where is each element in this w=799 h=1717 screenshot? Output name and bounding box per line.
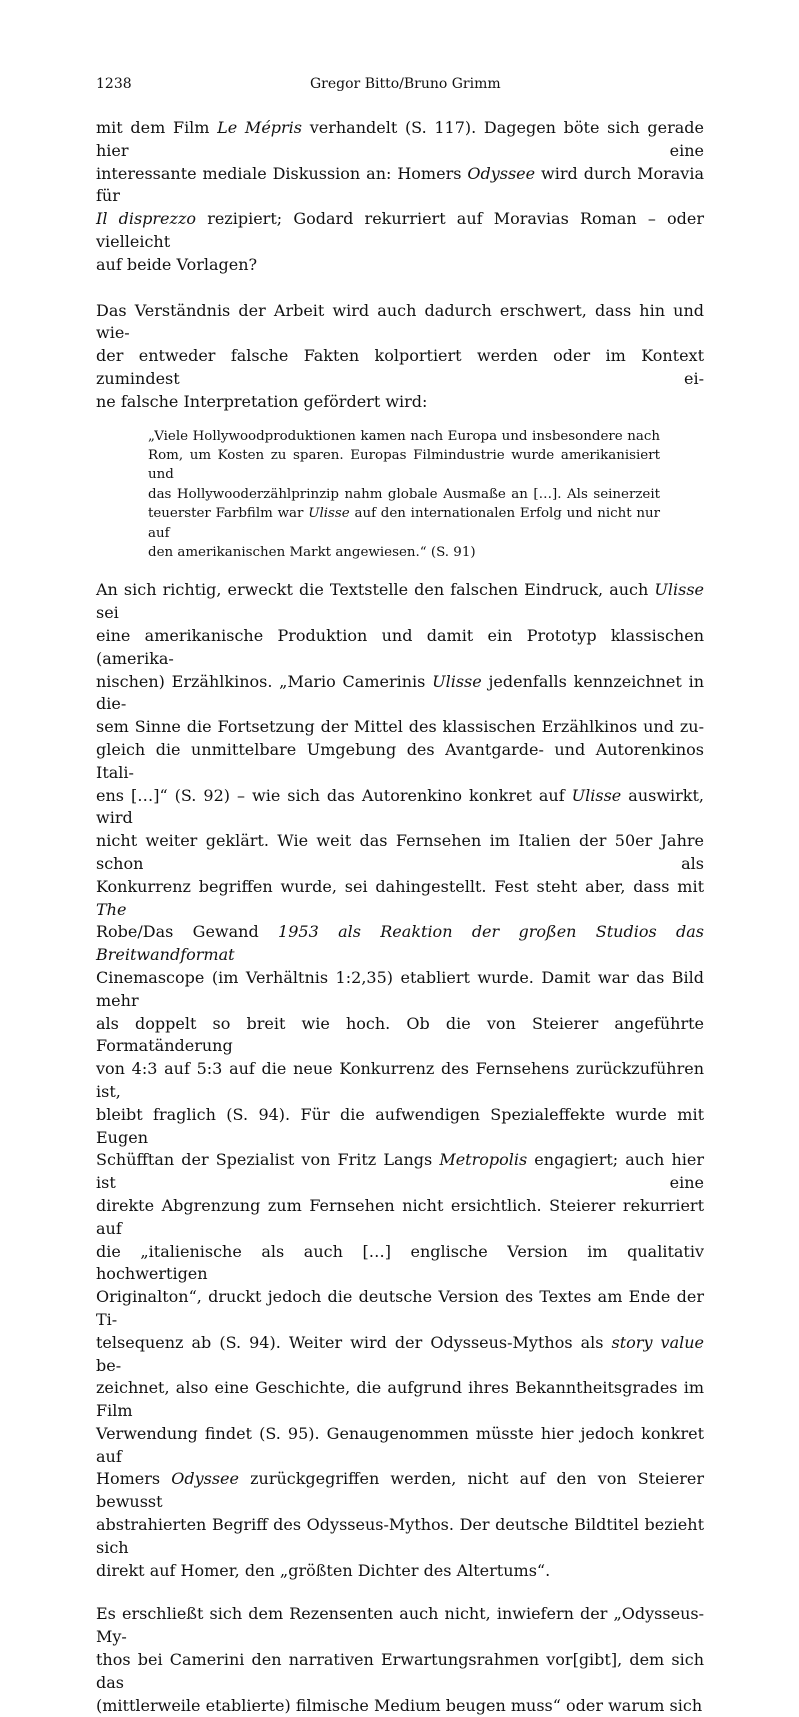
text-line: ens […]“ (S. 92) – wie sich das Autorenkino konkret auf Ulisse auswirkt, wird (96, 785, 704, 828)
text-line: „Viele Hollywoodproduktionen kamen nach Europa und insbesondere nach (148, 428, 660, 444)
text-line: direkt auf Homer, den „größten Dichter des Altertums“. (96, 1560, 551, 1580)
text-line: gleich die unmittelbare Umgebung des Avantgarde- und Autorenkinos Itali- (96, 739, 704, 782)
text-line: nicht weiter geklärt. Wie weit das Fernsehen im Italien der 50er Jahre schon als (96, 831, 704, 873)
page-number: 1238 (96, 76, 132, 92)
italic-title: 1953 als Reaktion der großen Studios das Breitwandformat (96, 922, 705, 965)
text-line: bleibt fraglich (S. 94). Für die aufwendigen Spezialeffekte wurde mit Eugen (96, 1104, 704, 1147)
italic-title: Ulisse (571, 785, 622, 805)
block-quote (148, 427, 660, 563)
italic-title: Le Mépris (217, 118, 303, 137)
text-line: teuerster Farbfilm war Ulisse auf den internationalen Erfolg und nicht nur auf (148, 506, 661, 541)
text-line: An sich richtig, erweckt die Textstelle den falschen Eindruck, auch Ulisse sei (96, 580, 704, 623)
text-line: Originalton“, druckt jedoch die deutsche Version des Textes am Ende der Ti- (96, 1287, 704, 1329)
paragraph-2 (96, 300, 704, 414)
italic-title: Il disprezzo (96, 209, 197, 229)
text-line: mit dem Film Le Mépris verhandelt (S. 117). Dagegen böte sich gerade hier eine (96, 118, 705, 160)
text-line: Cinemascope (im Verhältnis 1:2,35) etabliert wurde. Damit war das Bild mehr (96, 967, 704, 1010)
text-line: Il disprezzo rezipiert; Godard rekurriert auf Moravias Roman – oder vielleicht (96, 209, 705, 251)
text-line: telsequenz ab (S. 94). Weiter wird der Odysseus-Mythos als story value be- (96, 1332, 704, 1375)
text-line: (mittlerweile etablierte) filmische Medium beugen muss“ oder warum sich (96, 1695, 703, 1715)
text-line: die „italienische als auch […] englische Version im qualitativ hochwertigen (96, 1241, 704, 1284)
text-line: Es erschließt sich dem Rezensenten auch nicht, inwiefern der „Odysseus-My- (96, 1604, 704, 1647)
italic-title: Ulisse (654, 580, 704, 600)
text-line: sem Sinne die Fortsetzung der Mittel des klassischen Erzählkinos und zu- (96, 717, 704, 737)
text-line: das Hollywooderzählprinzip nahm globale Ausmaße an […]. Als seinerzeit (148, 486, 660, 502)
text-line: abstrahierten Begriff des Odysseus-Mythos. Der deutsche Bildtitel bezieht sich (96, 1515, 704, 1557)
text-line: direkte Abgrenzung zum Fernsehen nicht ersichtlich. Steierer rekurriert auf (96, 1195, 704, 1238)
paragraph-4 (96, 1603, 704, 1717)
text-line: interessante mediale Diskussion an: Homers Odyssee wird durch Moravia für (96, 163, 704, 206)
text-line: nischen) Erzählkinos. „Mario Camerinis Ulisse jedenfalls kennzeichnet in die- (96, 671, 704, 714)
text-line: von 4:3 auf 5:3 auf die neue Konkurrenz des Fernsehens zurückzuführen ist, (96, 1059, 704, 1101)
running-header (96, 72, 704, 96)
text-line: Rom, um Kosten zu sparen. Europas Filmindustrie wurde amerikanisiert und (148, 447, 660, 483)
running-header-authors: Gregor Bitto/Bruno Grimm (310, 76, 501, 92)
italic-title: story value (611, 1332, 704, 1352)
text-line: auf beide Vorlagen? (96, 254, 258, 274)
italic-title: Ulisse (432, 671, 482, 691)
text-line: Das Verständnis der Arbeit wird auch dadurch erschwert, dass hin und wie- (96, 300, 704, 343)
text-line: den amerikanischen Markt angewiesen.“ (S. 91) (148, 545, 476, 560)
text-line: Schüfftan der Spezialist von Fritz Langs Metropolis engagiert; auch hier ist eine (96, 1150, 704, 1193)
text-line: eine amerikanische Produktion und damit ein Prototyp klassischen (amerika- (96, 626, 704, 668)
italic-title: Ulisse (308, 506, 350, 522)
paragraph-3 (96, 579, 704, 1582)
italic-title: The (96, 899, 127, 919)
italic-title: Odyssee (467, 163, 536, 183)
text-line: Verwendung findet (S. 95). Genaugenommen müsste hier jedoch konkret auf (96, 1423, 704, 1466)
book-page (96, 72, 704, 1717)
text-line: als doppelt so breit wie hoch. Ob die von Steierer angeführte Formatänderung (96, 1013, 704, 1056)
text-line: zeichnet, also eine Geschichte, die aufgrund ihres Bekanntheitsgrades im Film (96, 1378, 704, 1421)
text-line: Konkurrenz begriffen wurde, sei dahingestellt. Fest steht aber, dass mit The (96, 876, 704, 919)
text-line: Robe/Das Gewand 1953 als Reaktion der großen Studios das Breitwandformat (96, 922, 705, 965)
text-line: Homers Odyssee zurückgegriffen werden, nicht auf den von Steierer bewusst (96, 1469, 704, 1512)
text-line: ne falsche Interpretation gefördert wird: (96, 391, 428, 411)
text-line: thos bei Camerini den narrativen Erwartungsrahmen vor[gibt], dem sich das (96, 1650, 704, 1692)
italic-title: Metropolis (439, 1150, 528, 1170)
paragraph-1 (96, 117, 704, 277)
text-line: der entweder falsche Fakten kolportiert werden oder im Kontext zumindest ei- (96, 346, 704, 388)
italic-title: Odyssee (171, 1469, 239, 1489)
